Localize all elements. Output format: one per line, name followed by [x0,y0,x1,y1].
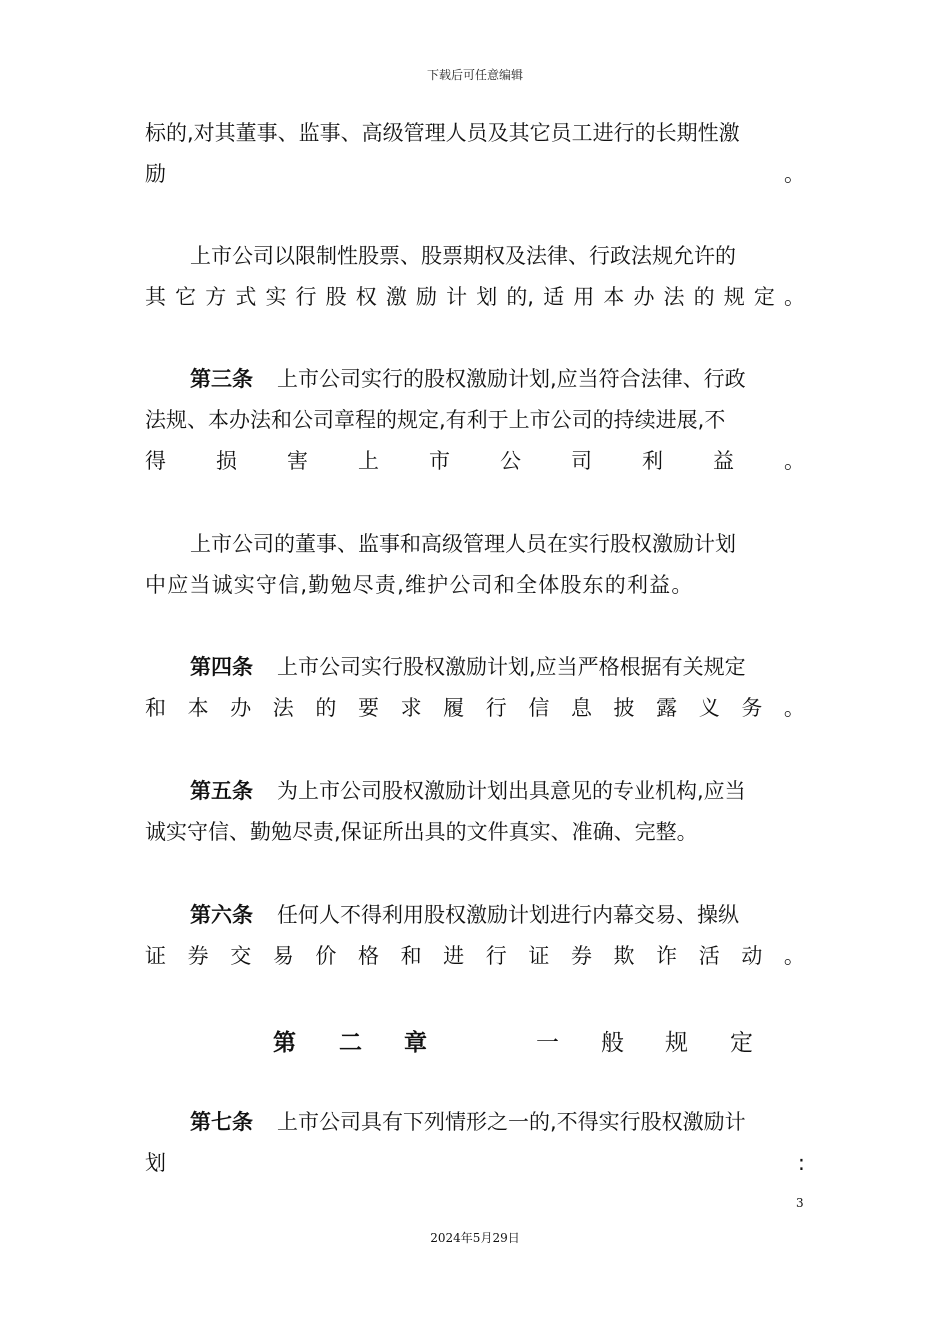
justified-line [145,936,805,977]
text-fragment: 券 [187,944,209,968]
text-fragment: 露 [656,696,678,720]
text-fragment: 的 [315,696,337,720]
article-heading: 第三条 [190,367,253,391]
text-fragment: 法 [272,696,294,720]
paragraph [145,236,805,318]
text-fragment: 息 [570,696,592,720]
text-fragment: 证 [528,944,550,968]
text-fragment: 它 [175,285,197,309]
article-heading: 第五条 [190,779,253,803]
text-fragment: 行 [295,285,317,309]
text-fragment: 本 [603,285,625,309]
text-fragment: 义 [698,696,720,720]
text-fragment: 公 [500,449,521,473]
text-line [145,647,805,688]
text-fragment: 券 [570,944,592,968]
text-fragment: 信 [528,696,550,720]
text-fragment: 活 [698,944,720,968]
text-line: 上市公司以限制性股票、股票期权及法律、行政法规允许的 [190,244,736,268]
text-fragment: 利 [642,449,663,473]
page-number: 3 [796,1196,804,1210]
text-fragment: 的, [506,285,534,309]
page-header: 下载后可任意编辑 [426,68,523,82]
text-fragment: 实 [265,285,287,309]
text-fragment: 划 [145,1151,166,1175]
text-line [145,1143,805,1184]
text-line [145,771,805,812]
text-fragment: 得 [145,449,166,473]
article-seven [145,1102,805,1184]
article-five [145,771,805,853]
text-fragment: 损 [216,449,237,473]
text-fragment: 。 [783,285,805,309]
text-fragment: 激 [385,285,407,309]
text-fragment: 本 [187,696,209,720]
text-fragment: 。 [784,162,805,186]
paragraph [145,524,805,606]
text-fragment: 。 [784,449,805,473]
chapter-title-char: 定 [730,1030,753,1056]
text-fragment: 其 [145,285,166,309]
text-fragment: 务 [741,696,763,720]
text-fragment: 定 [753,285,775,309]
text-fragment: 计 [446,285,468,309]
paragraph-continuation [145,113,805,195]
text-line: 上市公司的董事、监事和高级管理人员在实行股权激励计划 [190,532,736,556]
chapter-title-char: 规 [665,1030,688,1056]
text-fragment: 披 [613,696,635,720]
text-fragment: 害 [287,449,308,473]
text-fragment: 价 [315,944,337,968]
text-line [145,359,805,400]
text-fragment: 励 [145,162,166,186]
text-fragment: 股 [325,285,347,309]
page-footer-date: 2024年5月29日 [430,1231,520,1245]
text-fragment: 欺 [613,944,635,968]
text-fragment: 办 [230,696,252,720]
chapter-title-char: 般 [601,1030,624,1056]
text-fragment: 规 [723,285,745,309]
article-heading: 第七条 [190,1110,253,1134]
text-fragment: 和 [145,696,166,720]
text-line [145,1102,805,1143]
text-fragment: 要 [357,696,379,720]
text-fragment: 益 [713,449,734,473]
text-fragment: 诈 [656,944,678,968]
text-fragment: 进 [443,944,465,968]
text-fragment: 求 [400,696,422,720]
text-fragment: 励 [415,285,437,309]
text-fragment: 方 [205,285,227,309]
text-fragment: 证 [145,944,166,968]
text-fragment: 的 [693,285,715,309]
text-fragment: 。 [783,944,805,968]
chapter-char: 二 [339,1030,362,1056]
text-fragment: 权 [355,285,377,309]
text-line: 法规、本办法和公司章程的规定,有利于上市公司的持续进展,不 [145,408,726,432]
text-fragment: 易 [272,944,294,968]
chapter-title-char: 一 [536,1030,559,1056]
text-fragment: 上市公司实行股权激励计划,应当严格根据有关规定 [277,655,746,679]
text-fragment: 交 [230,944,252,968]
text-fragment: 式 [235,285,257,309]
text-fragment: 上 [358,449,379,473]
text-fragment: 适 [543,285,565,309]
text-fragment: 用 [573,285,595,309]
text-fragment: 办 [633,285,655,309]
text-line: 诚实守信、勤勉尽责,保证所出具的文件真实、准确、完整。 [145,820,698,844]
chapter-heading [0,1018,950,1062]
text-fragment: 行 [485,696,507,720]
text-fragment: 上市公司实行的股权激励计划,应当符合法律、行政 [277,367,746,391]
text-fragment: 法 [663,285,685,309]
justified-line [145,277,805,318]
chapter-char: 章 [404,1030,427,1056]
text-fragment: 为上市公司股权激励计划出具意见的专业机构,应当 [277,779,746,803]
text-fragment: 履 [443,696,465,720]
text-fragment: 划 [476,285,498,309]
article-three [145,359,805,482]
text-fragment: 动 [741,944,763,968]
justified-line [145,441,805,482]
article-four [145,647,805,729]
text-fragment: 。 [783,696,805,720]
article-heading: 第六条 [190,903,253,927]
text-fragment: 任何人不得利用股权激励计划进行内幕交易、操纵 [277,903,739,927]
text-fragment: 行 [485,944,507,968]
article-heading: 第四条 [190,655,253,679]
text-line: 中应当诚实守信,勤勉尽责,维护公司和全体股东的利益。 [145,573,694,597]
text-line: 标的,对其董事、监事、高级管理人员及其它员工进行的长期性激 [145,121,740,145]
justified-line [145,688,805,729]
text-fragment: 格 [357,944,379,968]
text-fragment: 上市公司具有下列情形之一的,不得实行股权激励计 [277,1110,746,1134]
article-six [145,895,805,977]
text-line [145,895,805,936]
text-fragment: 和 [400,944,422,968]
text-fragment: 市 [429,449,450,473]
text-fragment: : [797,1151,805,1175]
text-fragment: 司 [571,449,592,473]
chapter-char: 第 [273,1030,296,1056]
text-line [145,154,805,195]
